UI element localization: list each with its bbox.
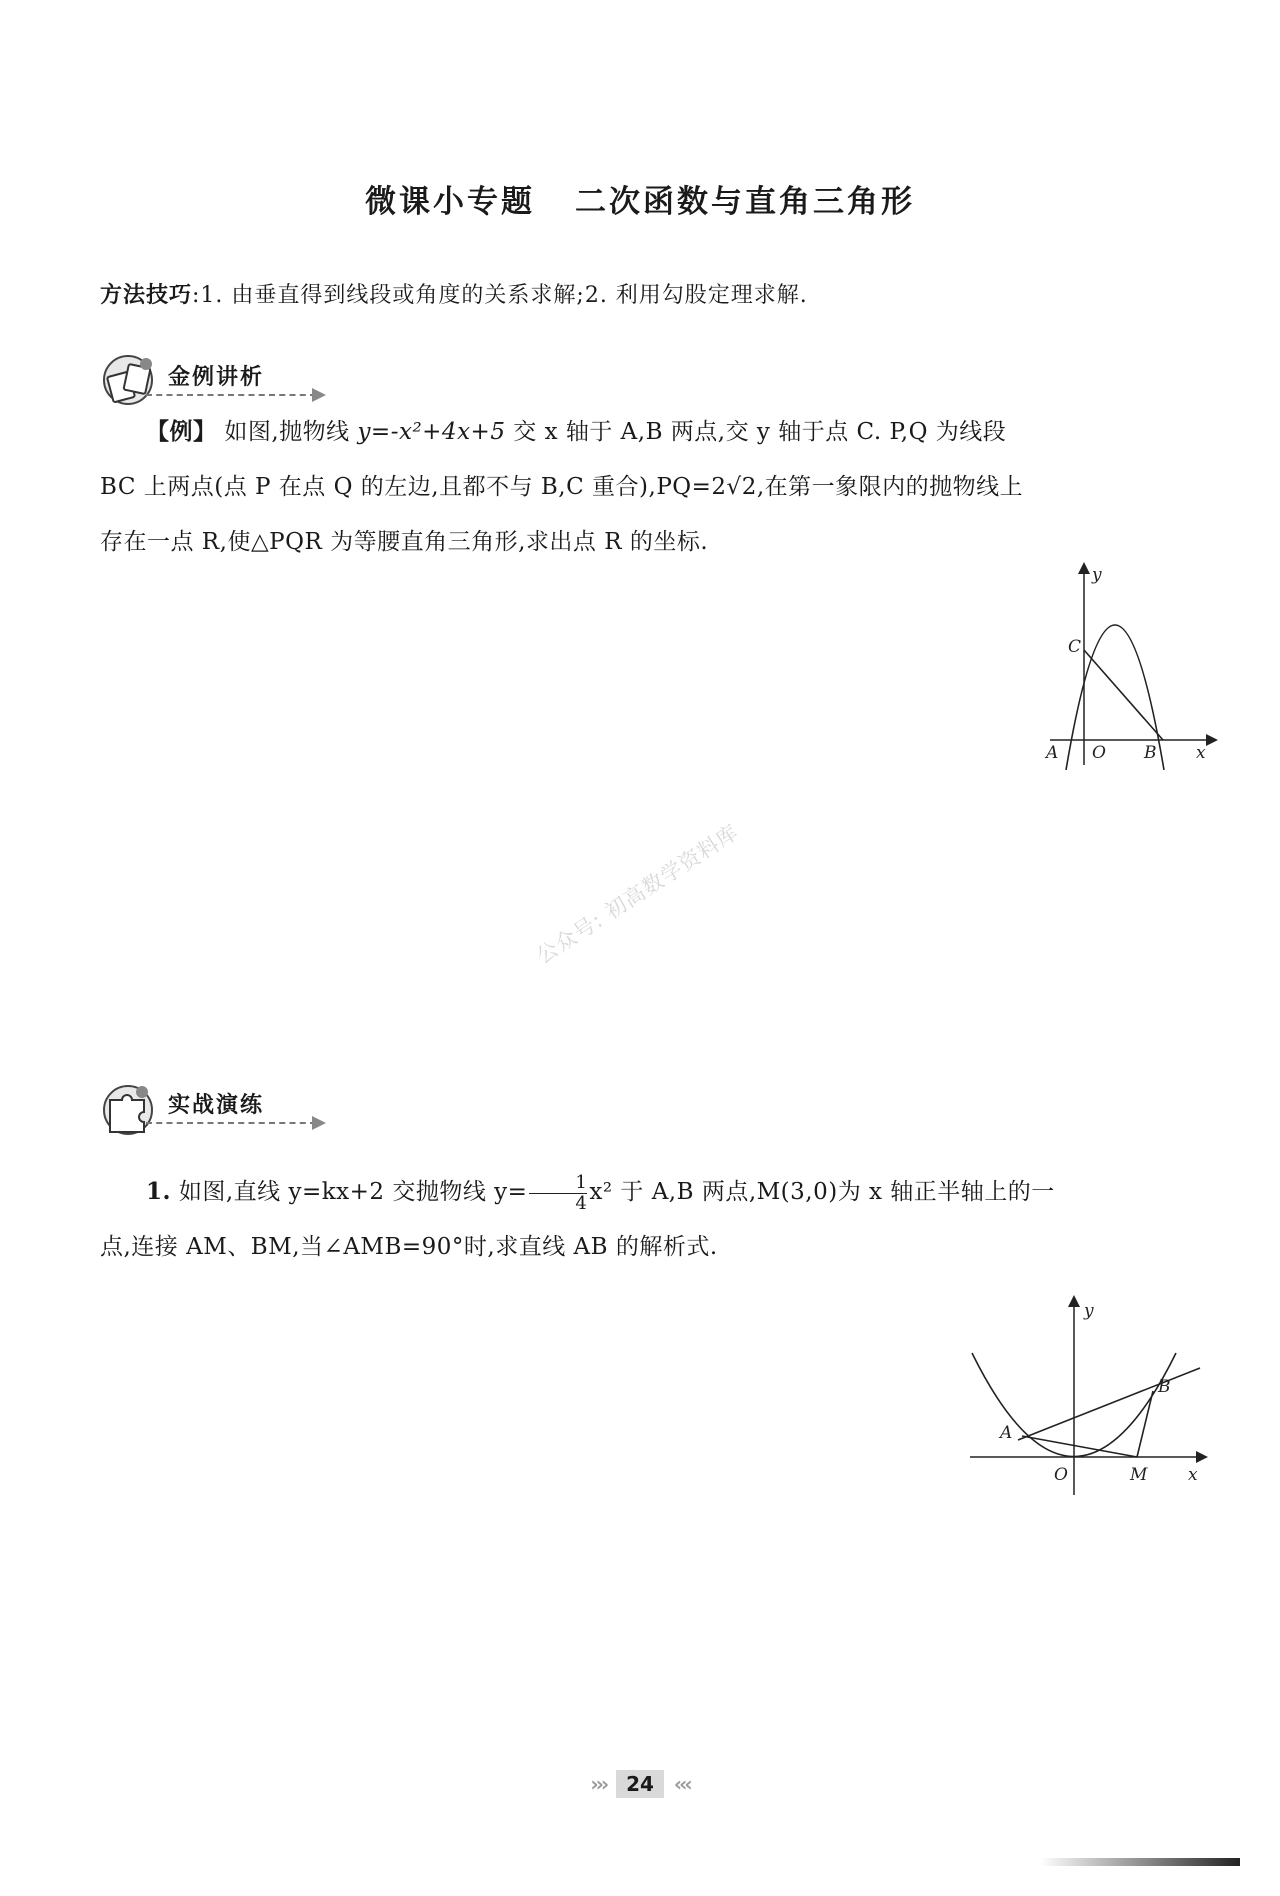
- example-line-3: 存在一点 R,使△PQR 为等腰直角三角形,求出点 R 的坐标.: [100, 529, 709, 555]
- segment-am: [1022, 1436, 1137, 1457]
- example-problem: [100, 404, 1210, 570]
- label-y: y: [1092, 565, 1102, 585]
- method-tips: [100, 278, 808, 309]
- exercise-line-2: 点,连接 AM、BM,当∠AMB=90°时,求直线 AB 的解析式.: [100, 1234, 718, 1260]
- exercise-1: [100, 1164, 1210, 1275]
- watermark: 公众号: 初高数学资料库: [532, 819, 743, 969]
- label-a: A: [1000, 1423, 1013, 1443]
- scan-edge-bar: [1040, 1858, 1240, 1866]
- page-number: [0, 1770, 1280, 1798]
- figure-line-parabola-right-angle: [960, 1290, 1220, 1500]
- exercise-number: 1.: [146, 1178, 172, 1205]
- label-o: O: [1054, 1465, 1068, 1485]
- label-x: x: [1196, 743, 1206, 763]
- example-line-2: BC 上两点(点 P 在点 Q 的左边,且都不与 B,C 重合),PQ=2√2,在第一象限内的抛物线上: [100, 474, 1024, 500]
- section-heading-practice: [96, 1080, 336, 1140]
- chevrons-right-icon: ›››: [590, 1772, 607, 1796]
- section-divider: [146, 394, 316, 396]
- label-y: y: [1084, 1301, 1094, 1321]
- label-b: B: [1144, 743, 1157, 763]
- parabola-equation: y=-x²+4x+5: [357, 419, 506, 445]
- label-m: M: [1130, 1465, 1148, 1485]
- chevrons-left-icon: ‹‹‹: [673, 1772, 690, 1796]
- segment-bc: [1084, 650, 1163, 740]
- method-label: 方法技巧: [100, 283, 193, 308]
- label-b: B: [1158, 1377, 1171, 1397]
- label-a: A: [1046, 743, 1059, 763]
- method-text: :1. 由垂直得到线段或角度的关系求解;2. 利用勾股定理求解.: [192, 283, 808, 308]
- label-x: x: [1188, 1465, 1198, 1485]
- title-subject: 二次函数与直角三角形: [575, 184, 915, 220]
- example-line-1: 【例】 如图,抛物线 y=-x²+4x+5 交 x 轴于 A,B 两点,交 y 轴于点 C. P,Q 为线段: [146, 418, 1007, 445]
- label-o: O: [1092, 743, 1106, 763]
- section-heading-label: 实战演练: [168, 1093, 265, 1118]
- figure-parabola-triangle: [1030, 560, 1230, 770]
- page-number-value: 24: [616, 1770, 664, 1798]
- section-heading-examples: [96, 352, 336, 412]
- section-divider: [146, 1122, 316, 1124]
- segment-bm: [1137, 1391, 1153, 1457]
- line-ab: [1018, 1368, 1200, 1440]
- exercise-line-1: 1. 如图,直线 y=kx+2 交抛物线 y= $\frac{1}{4}$ x² 于 A,B 两点,M(3,0)为 x 轴正半轴上的一: [146, 1171, 1055, 1214]
- label-c: C: [1068, 637, 1082, 657]
- fraction-one-quarter: $\frac{1}{4}$: [529, 1173, 587, 1214]
- example-tag: 【例】: [146, 418, 217, 445]
- page-title: [0, 176, 1280, 221]
- arrow-right-icon: [312, 388, 326, 402]
- puzzle-mascot-icon: [96, 1080, 166, 1140]
- title-topic: 微课小专题: [365, 184, 535, 220]
- section-heading-label: 金例讲析: [168, 365, 265, 390]
- arrow-right-icon: [312, 1116, 326, 1130]
- book-mascot-icon: [96, 352, 166, 412]
